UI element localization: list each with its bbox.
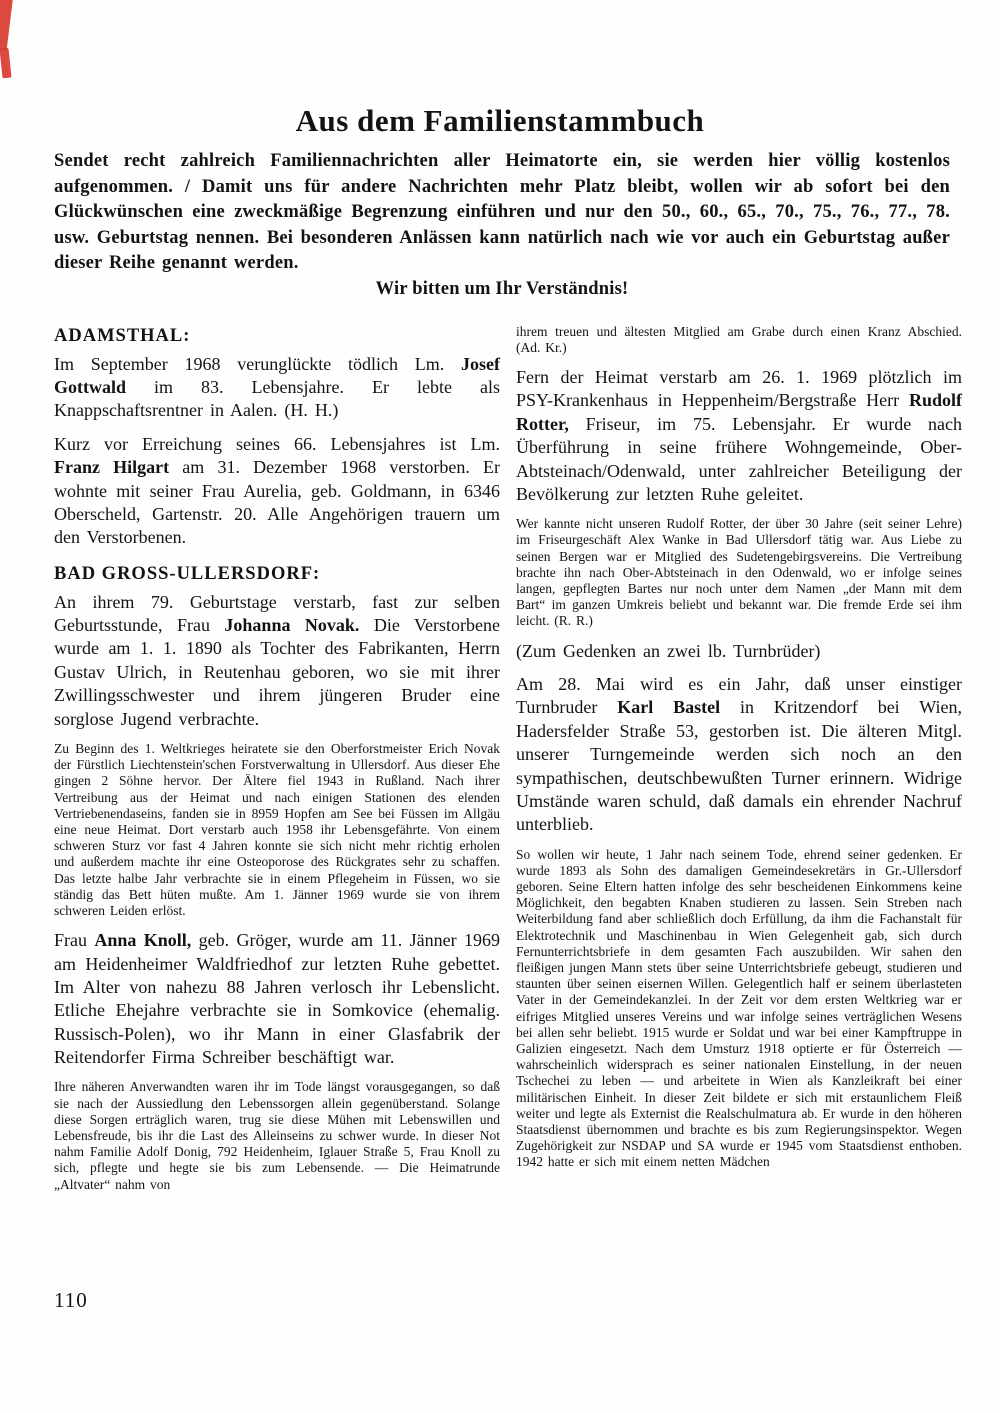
text-run: Fern der Heimat verstarb am 26. 1. 1969 plötzlich im PSY-Krankenhaus in Heppenheim/Bergstraße Herr (516, 366, 962, 411)
text-run: An ihrem 79. Geburtstage verstarb, fast zur selben Geburtsstunde, Frau (54, 591, 500, 636)
text-run: BAD GROSS-ULLERSDORF: (54, 563, 321, 584)
text-run: Die Verstorbene wurde am 1. 1. 1890 als Tochter des Fabrikanten, Herrn Gustav Ulrich, in Reutenhau geboren, wo sie mit ihrer Zwillingsschwester und ihrem jüngeren Bruder eine sorglose Jugend verbrachte. (54, 615, 500, 729)
text-run: Am 28. Mai wird es ein Jahr, daß unser einstiger Turnbruder (516, 674, 962, 718)
page-number: 110 (54, 1288, 88, 1312)
text-run: Zu Beginn des 1. Weltkrieges heiratete sie den Oberforstmeister Erich Novak der Fürstlich Liechtenstein'schen Forstverwaltung in Ullersdorf. Aus dieser Ehe gingen 2 Söhne hervor. Der Ältere fiel 1943 in Rußland. Nach ihrer Vertreibung aus der Heimat und nach einigen Stationen des elenden Vertriebenendaseins, fanden sie in 8959 Hopfen am See bei Füssen im Allgäu eine neue Heimat. Dort verstarb auch 1958 ihr Lebensgefährte. Von einem schweren Sturz vor fast 4 Jahren konnte sie sich nicht mehr richtig erholen und außerdem machte ihr eine Osteoporose des Rückgrates sehr zu schaffen. Das letzte halbe Jahr verbrachte sie in einem Pflegeheim in Füssen, wo sie ständig das Bett hüten mußte. Am 1. Jänner 1969 wurde sie von ihrem schweren Leiden erlöst. (54, 741, 500, 918)
article-paragraph (516, 640, 962, 663)
person-name: Rudolf Rotter, (516, 390, 962, 434)
article-paragraph (54, 353, 500, 423)
intro-paragraph: Sendet recht zahlreich Familiennachrichten aller Heimatorte ein, sie werden hier völlig kostenlos aufgenommen. / Damit uns für andere Nachrichten mehr Platz bleibt, wollen wir ab sofort bei den Glückwünschen eine zweckmäßige Begrenzung einführen und nur den 50., 60., 65., 70., 75., 76., 77., 78. usw. Geburtstag nennen. Bei besonderen Anlässen kann natürlich nach wie vor auch ein Geburtstag außer dieser Reihe genannt werden. (54, 151, 950, 274)
left-column (54, 324, 500, 1203)
article-paragraph (516, 324, 962, 356)
article-paragraph (516, 366, 962, 506)
person-name: Josef Gottwald (54, 353, 500, 397)
person-name: Anna Knoll, (94, 930, 192, 951)
text-run: So wollen wir heute, 1 Jahr nach seinem Tode, ehrend seiner gedenken. Er wurde 1893 als Sohn des damaligen Gemeindesekretärs in Gr.-Ullersdorf geboren. Seine Eltern hatten infolge des sehr bescheidenen Einkommens keine Möglichkeit, den begabten Knaben studieren zu lassen. Sein Streben nach Weiterbildung fand aber schließlich doch Erfüllung, da ihm die Fachanstalt für Elektrotechnik und Maschinenbau in Wien Gelegenheit gab, sich durch Fernunterrichtsbriefe in dem gesamten Fach auszubilden. Wir sahen den fleißigen jungen Mann stets über seine Unterrichtsbriefe gebeugt, studieren und staunten über seinen eisernen Willen. Gelegentlich half er seinem überlasteten Vater in der Gemeindekanzlei. In der Zeit vor dem ersten Weltkrieg war er eifriges Mitglied unseres Vereins und war infolge seines verträglichen Wesens bei allen sehr beliebt. 1915 wurde er Soldat und war bei einer Kampftruppe in Galizien eingesetzt. Nach dem Umsturz 1918 optierte er für Österreich — wahrscheinlich widersprach es seiner nationalen Einstellung, in der neuen Tschechei zu leben — und arbeitete in Wien als Kanzleikraft bei einer militärischen Einheit. In dieser Zeit bildete er sich mit erstaunlichem Fleiß weiter und legte als Externist die Realschulmatura ab. Er wurde in den höheren Staatsdienst übernommen und brachte es bis zum Regierungsinspektor. Wegen Zugehörigkeit zur NSDAP und SA wurde er 1945 vom Staatsdienst enthoben. 1942 hatte er sich mit einem netten Mädchen (516, 846, 962, 1170)
article-paragraph (54, 1079, 500, 1192)
text-run: Kurz vor Erreichung seines 66. Lebensjahres ist Lm. (54, 433, 500, 454)
right-column (516, 324, 962, 1203)
article-paragraph (54, 929, 500, 1069)
text-run: ihrem treuen und ältesten Mitglied am Grabe durch einen Kranz Abschied. (Ad. Kr.) (516, 323, 962, 355)
text-run: geb. Gröger, wurde am 11. Jänner 1969 am Heidenheimer Waldfriedhof zur letzten Ruhe gebettet. Im Alter von nahezu 88 Jahren verlosch ihr Lebenslicht. Etliche Ehejahre verbrachte sie in Somkovice (ehemalig. Russisch-Polen), wo ihr Mann in einer Glasfabrik der Reitendorfer Firma Schreiber beschäftigt war. (54, 930, 500, 1068)
text-run: im 83. Lebensjahre. Er lebte als Knappschaftsrentner in Aalen. (H. H.) (54, 376, 500, 421)
person-name: Johanna Novak. (224, 615, 360, 636)
two-column-layout (54, 324, 962, 1203)
article-paragraph (516, 847, 962, 1171)
article-paragraph (54, 433, 500, 550)
page-title: Aus dem Familienstammbuch (295, 103, 705, 138)
text-run: Ihre näheren Anverwandten waren ihr im Tode längst vorausgegangen, so daß sie nach der Aussiedlung den Lebenssorgen allein gegenüberstand. Solange diese Sorgen erträglich waren, trug sie diese Mühen mit Lebenswillen und Lebensfreude, bis ihr die Last des Alleinseins zu schwer wurde. In dieser Not nahm Familie Adolf Donig, 792 Heidenheim, Iglauer Straße 5, Frau Knoll zu sich, pflegte und hegte sie bis zum Lebensende. — Die Heimatrunde „Altvater“ nahm von (54, 1079, 500, 1192)
text-run: in Kritzendorf bei Wien, Hadersfelder Straße 53, gestorben ist. Die älteren Mitgl. unserer Turngemeinde werden sich noch an den sympathischen, deutschbewußten Turner erinnern. Widrige Umstände waren schuld, daß damals ein ehrender Nachruf unterblieb. (516, 697, 962, 835)
text-run: ADAMSTHAL: (54, 325, 191, 346)
person-name: Franz Hilgart (54, 457, 170, 478)
article-paragraph (516, 516, 962, 629)
section-heading (54, 564, 500, 585)
text-run: Im September 1968 verunglückte tödlich Lm. (54, 353, 461, 374)
intro-closing-line: Wir bitten um Ihr Verständnis! (375, 278, 629, 299)
text-run: Wer kannte nicht unseren Rudolf Rotter, der über 30 Jahre (seit seiner Lehre) im Friseurgeschäft Alex Wanke in Bad Ullersdorf tätig war. Aus Liebe zu seinen Bergen war er Mitglied des Sudetengebirgsvereins. Die Vertreibung brachte ihn nach Ober-Abtsteinach in den Odenwald, wo er infolge seines langen, gepflegten Bartes nur noch unter dem Namen „der Mann mit dem Bart“ im ganzen Umkreis beliebt und bekannt war. Die fremde Erde sei ihm leicht. (R. R.) (516, 516, 962, 629)
text-run: am 31. Dezember 1968 verstorben. Er wohnte mit seiner Frau Aurelia, geb. Goldmann, in 6346 Oberscheld, Gartenstr. 20. Alle Angehörigen trauern um den Verstorbenen. (54, 457, 500, 548)
person-name: Karl Bastel (617, 697, 721, 718)
section-heading (54, 326, 500, 347)
text-run: Frau (54, 930, 95, 951)
article-paragraph (54, 741, 500, 919)
article-paragraph (54, 591, 500, 731)
text-run: (Zum Gedenken an zwei lb. Turnbrüder) (516, 640, 821, 661)
text-run: Friseur, im 75. Lebensjahr. Er wurde nach Überführung in seine frühere Wohngemeinde, Ober-Abtsteinach/Odenwald, unter zahlreicher Beteiligung der Bevölkerung zur letzten Ruhe geleitet. (516, 413, 962, 504)
article-paragraph (516, 673, 962, 837)
